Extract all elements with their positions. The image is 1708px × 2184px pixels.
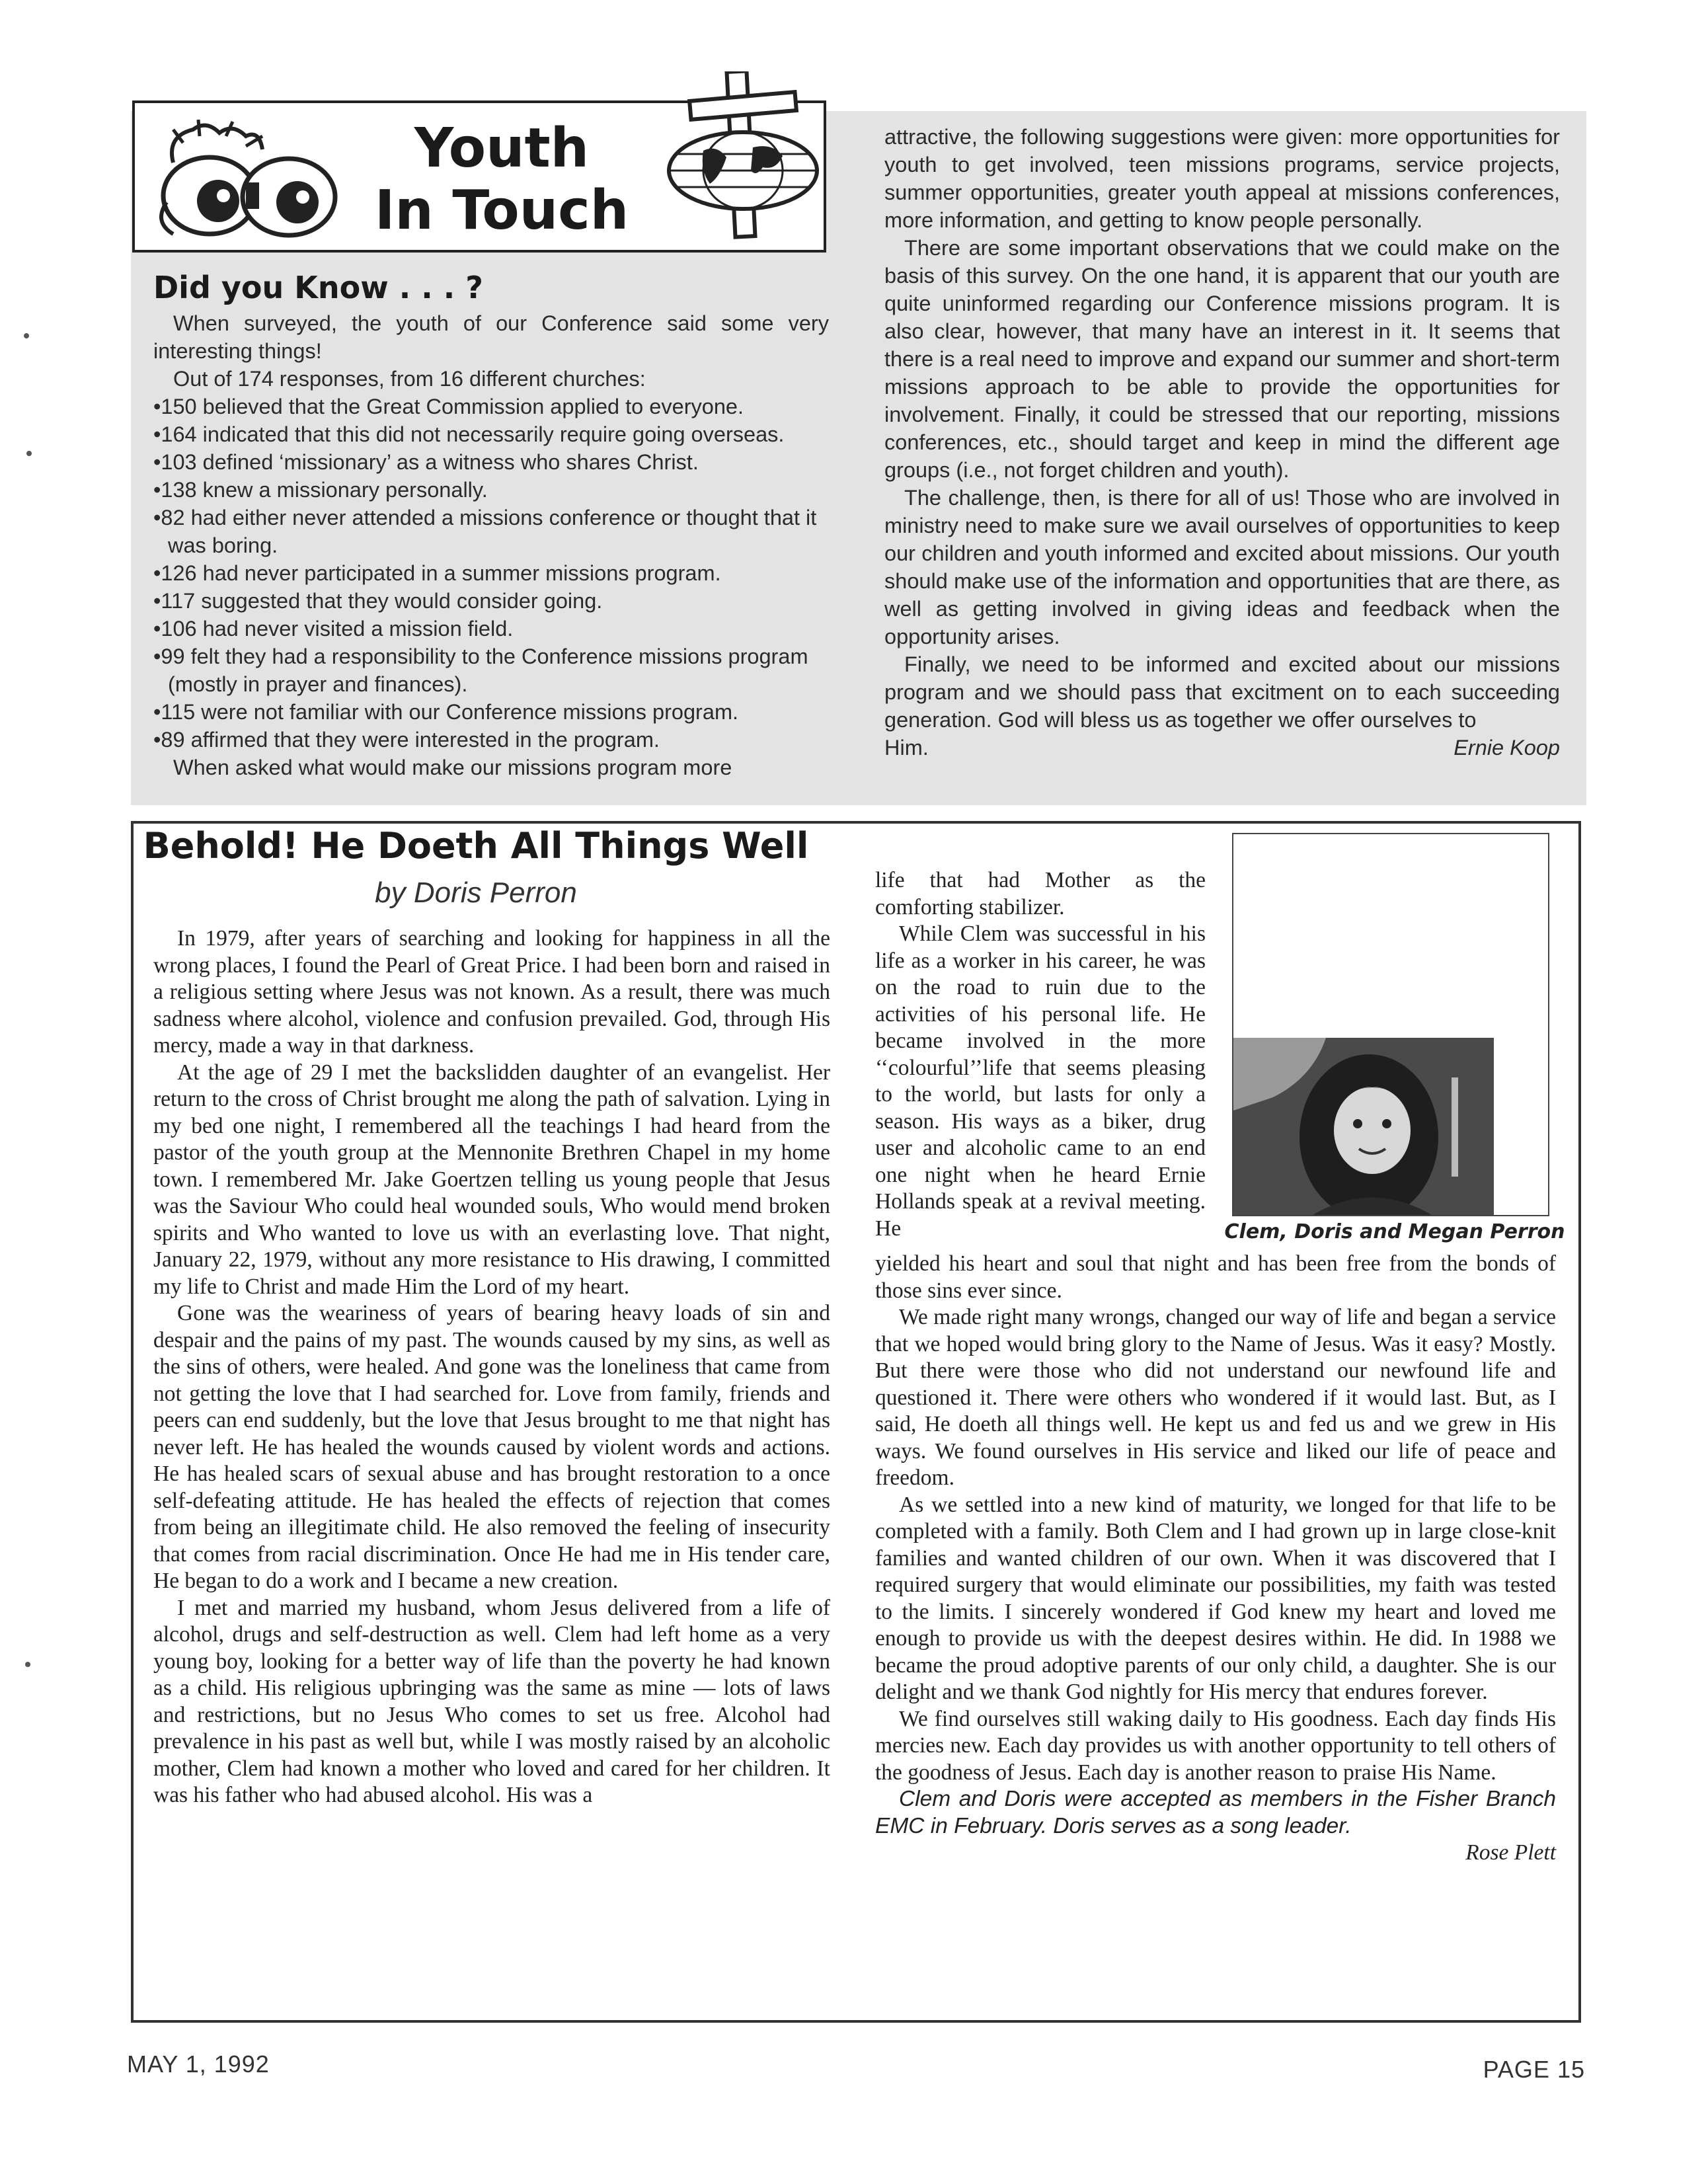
banner-title-line2: In Touch	[374, 179, 629, 242]
survey-result-item: • 138 knew a missionary personally.	[153, 476, 829, 504]
survey-result-item: • 150 believed that the Great Commission applied to everyone.	[153, 393, 829, 420]
survey-result-item: • 103 defined ‘missionary’ as a witness who shares Christ.	[153, 448, 829, 476]
article-paragraph: We made right many wrongs, changed our way of life and began a service that we hoped would bring glory to the Name of Jesus. Was it easy? Mostly. But there were those who did not understand our newfound life and questioned it. There were others who wondered if it would last. But, as I said, He doeth all things well. He kept us and fed us and we grew in His ways. We found ourselves in His service and liked our life of peace and freedom.	[875, 1305, 1556, 1490]
girl-portrait-icon	[1233, 1038, 1494, 1215]
binoculars-mascot-icon	[147, 116, 345, 242]
article-middle-column	[875, 867, 1206, 1242]
survey-result-item: • 99 felt they had a responsibility to the Conference missions program (mostly in prayer and finances).	[153, 643, 829, 698]
signature-line	[884, 734, 1560, 761]
survey-paragraph: attractive, the following suggestions were given: more opportunities for youth to get involved, teen missions programs, service projects, summer opportunities, greater youth appeal at missions conferences, more information, and getting to know people personally.	[884, 125, 1560, 232]
photo-caption: Clem, Doris and Megan Perron	[1224, 1220, 1565, 1243]
article-paragraph: We find ourselves still waking daily to His goodness. Each day finds His mercies new. Each day provides us with another opportunity to tell others of the goodness of Jesus. Each day is another reason to praise His Name.	[875, 1706, 1556, 1785]
scan-speck	[25, 1662, 30, 1667]
survey-result-item: • 89 affirmed that they were interested in the program.	[153, 726, 829, 754]
article-left-column	[153, 925, 830, 1809]
survey-result-item: • 106 had never visited a mission field.	[153, 615, 829, 643]
survey-intro: When surveyed, the youth of our Conference said some very interesting things!	[153, 311, 829, 363]
survey-closing-left: When asked what would make our missions program more	[173, 756, 732, 779]
page-number: PAGE 15	[1483, 2056, 1585, 2083]
did-you-know-heading: Did you Know . . . ?	[153, 270, 483, 305]
article-paragraph: In 1979, after years of searching and looking for happiness in all the wrong places, I found the Pearl of Great Price. I had been born and raised in a religious setting where Jesus was not known. As a result, there was much sadness where alcohol, violence and confusion prevailed. God, through His mercy, made a way in that darkness.	[153, 926, 830, 1058]
survey-paragraph: There are some important observations that we could make on the basis of this survey. On the one hand, it is apparent that our youth are quite uninformed regarding our Conference missions program. It is also clear, however, that many have an interest in it. It seems that there is a real need to improve and expand our summer and short-term missions approach to be able to provide the opportunities for involvement. Finally, it could be stressed that our reporting, missions conferences, etc., should target and keep in mind the different age groups (i.e., not forget children and youth).	[884, 236, 1560, 482]
banner-title-line1: Youth	[414, 117, 590, 180]
article-right-column	[875, 1251, 1556, 1867]
survey-result-item: • 164 indicated that this did not necessarily require going overseas.	[153, 420, 829, 448]
article-credit: Rose Plett	[1465, 1840, 1556, 1865]
article-paragraph: life that had Mother as the comforting stabilizer.	[875, 868, 1206, 919]
survey-paragraph: Finally, we need to be informed and excited about our missions program and we should pass that excitment on to each succeeding generation. God will bless us as together we offer ourselves to	[884, 652, 1560, 732]
did-you-know-right-column	[884, 123, 1560, 761]
author-signature: Ernie Koop	[1454, 736, 1560, 760]
article-paragraph: At the age of 29 I met the backslidden daughter of an evangelist. Her return to the cross of Christ brought me along the path of salvation. Lying in my bed one night, I remembered all the teachings I had heard from the pastor of the youth group at the Mennonite Brethren Chapel in my home town. I remembered Mr. Jake Goertzen telling us young people that Jesus was the Saviour Who could heal wounded souls, Who would mend broken spirits and Who wanted to love us with an everlasting love. That night, January 22, 1979, without any more resistance to His drawing, I committed my life to Christ and made Him the Lord of my heart.	[153, 1060, 830, 1299]
membership-note: Clem and Doris were accepted as members in the Fisher Branch EMC in February. Doris serves as a song leader.	[875, 1787, 1556, 1838]
survey-paragraph: The challenge, then, is there for all of us! Those who are involved in ministry need to make sure we avail ourselves of opportunities to keep our children and youth informed and excited about missions. Our youth should make use of the information and opportunities that are there, as well as getting involved in giving ideas and feedback when the opportunity arises.	[884, 486, 1560, 648]
family-photo	[1233, 1038, 1494, 1215]
article-paragraph: As we settled into a new kind of maturity, we longed for that life to be completed with a family. Both Clem and I had grown up in large close-knit families and wanted children of our own. When it was discovered that I required surgery that would eliminate our possibilities, my faith was tested to the limits. I sincerely wondered if God knew my heart and loved me enough to provide us with the deepest desires within. He did. In 1988 we became the proud adoptive parents of our only child, a daughter. She is our delight and we thank God nightly for His mercy that endures forever.	[875, 1492, 1556, 1704]
survey-result-item: • 117 suggested that they would consider going.	[153, 587, 829, 615]
scan-speck	[26, 451, 32, 456]
article-paragraph: yielded his heart and soul that night and has been free from the bonds of those sins ever since.	[875, 1251, 1556, 1303]
survey-result-item: • 82 had either never attended a missions conference or thought that it was boring.	[153, 504, 829, 559]
survey-results-list	[153, 393, 829, 754]
article-title: Behold! He Doeth All Things Well	[143, 825, 809, 867]
survey-responses: Out of 174 responses, from 16 different churches:	[173, 367, 646, 391]
banner-title	[363, 118, 640, 242]
survey-result-item: • 115 were not familiar with our Conference missions program.	[153, 698, 829, 726]
youth-in-touch-banner	[132, 100, 826, 253]
article-paragraph: While Clem was successful in his life as a worker in his career, he was on the road to ruin due to the activities of his personal life. He became involved in the more ‘‘colourful’’life that seems pleasing to the world, but lasts for only a season. His ways as a biker, drug user and alcoholic came to an end one night when he heard Ernie Hollands speak at a revival meeting. He	[875, 921, 1206, 1241]
issue-date: MAY 1, 1992	[127, 2050, 270, 2078]
article-paragraph: Gone was the weariness of years of bearing heavy loads of sin and despair and the pains of my past. The wounds caused by my sins, as well as the sins of others, were healed. And gone was the loneliness that came from not getting the love that I had searched for. Love from family, friends and peers can end suddenly, but the love that Jesus brought to me that night has never left. He has healed the wounds caused by violent words and actions. He has healed scars of sexual abuse and has brought restoration to a once self-defeating attitude. He has healed the effects of rejection that comes from being an illegitimate child. He also removed the feeling of insecurity that comes from racial discrimination. Once He had me in His tender care, He began to do a work and I became a new creation.	[153, 1301, 830, 1593]
article-paragraph: I met and married my husband, whom Jesus delivered from a life of alcohol, drugs and self-destruction as well. Clem had left home as a very young boy, looking for a better way of life than the poverty he had known as a child. His religious upbringing was the same as mine — lots of laws and restrictions, but no Jesus Who comes to set us free. Alcohol had prevalence in his past as well but, while I was mostly raised by an alcoholic mother, Clem had known a mother who loved and cared for her children. It was his father who had abused alcohol. His was a	[153, 1595, 830, 1807]
did-you-know-left-column	[153, 309, 829, 781]
globe-cross-icon	[664, 71, 822, 250]
scan-speck	[24, 333, 29, 338]
survey-result-item: • 126 had never participated in a summer missions program.	[153, 559, 829, 587]
survey-last-word: Him.	[884, 736, 929, 760]
article-byline: by Doris Perron	[375, 877, 577, 909]
